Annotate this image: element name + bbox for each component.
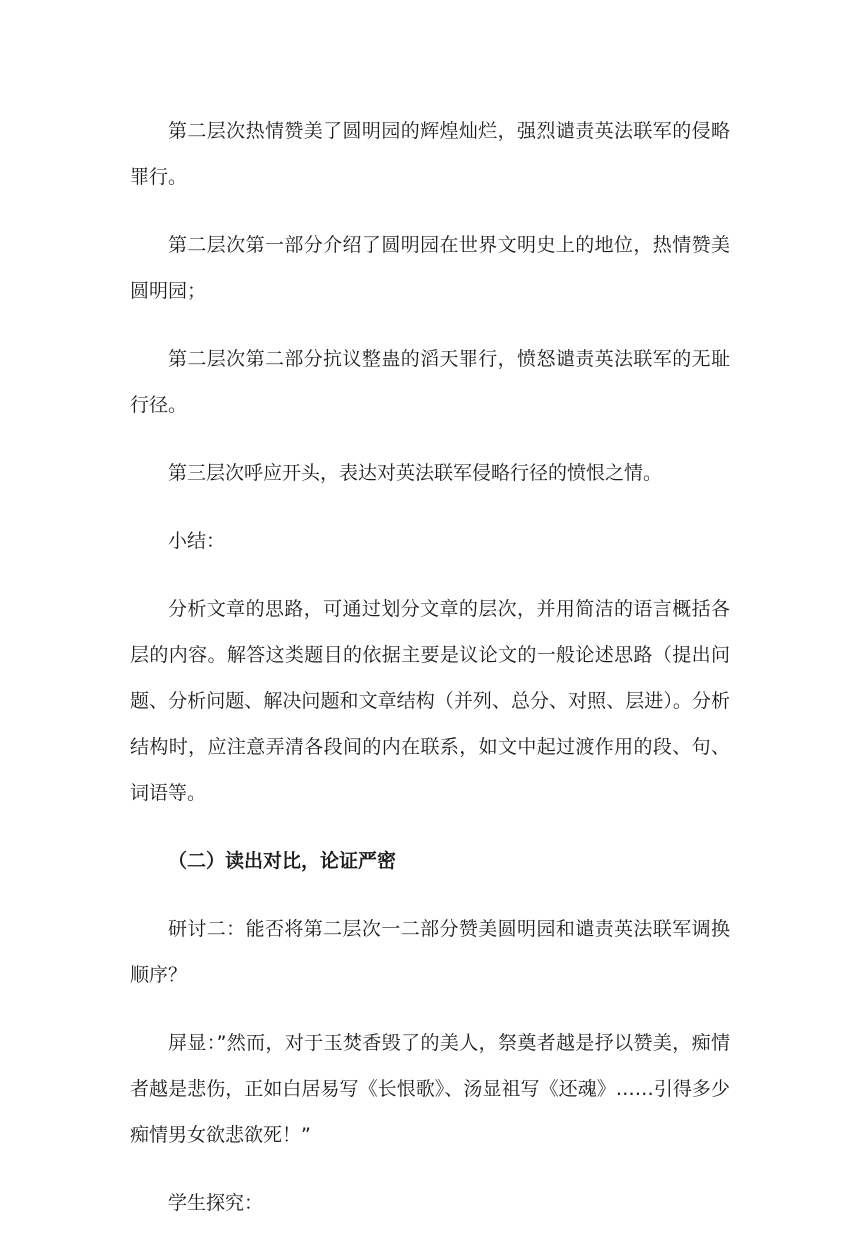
paragraph-screen-display-quote: 屏显：”然而，对于玉焚香毁了的美人，祭奠者越是抒以赞美，痴情者越是悲伤，正如白居易写《长恨歌》、汤显祖写《还魂》……引得多少痴情男女欲悲欲死！” <box>130 1032 730 1146</box>
paragraph-discussion-two: 研讨二：能否将第二层次一二部分赞美圆明园和谴责英法联军调换顺序？ <box>130 918 730 986</box>
paragraph-student-inquiry: 学生探究： <box>168 1192 264 1214</box>
paragraph-second-level-part-one: 第二层次第一部分介绍了圆明园在世界文明史上的地位，热情赞美圆明园； <box>130 234 730 302</box>
summary-label: 小结： <box>168 530 226 552</box>
paragraph-third-level: 第三层次呼应开头，表达对英法联军侵略行径的愤恨之情。 <box>168 462 663 484</box>
paragraph-summary-body: 分析文章的思路，可通过划分文章的层次，并用简洁的语言概括各层的内容。解答这类题目的依据主要是议论文的一般论述思路（提出问题、分析问题、解决问题和文章结构（并列、总分、对照、层进）。分析结构时，应注意弄清各段间的内在联系，如文中起过渡作用的段、句、词语等。 <box>130 598 730 804</box>
section-heading-contrast: （二）读出对比，论证严密 <box>168 850 397 872</box>
document-body <box>130 108 730 1248</box>
paragraph-second-level-part-two: 第二层次第二部分抗议整蛊的滔天罪行，愤怒谴责英法联军的无耻行径。 <box>130 348 730 416</box>
paragraph-second-level-summary: 第二层次热情赞美了圆明园的辉煌灿烂，强烈谴责英法联军的侵略罪行。 <box>130 120 730 188</box>
